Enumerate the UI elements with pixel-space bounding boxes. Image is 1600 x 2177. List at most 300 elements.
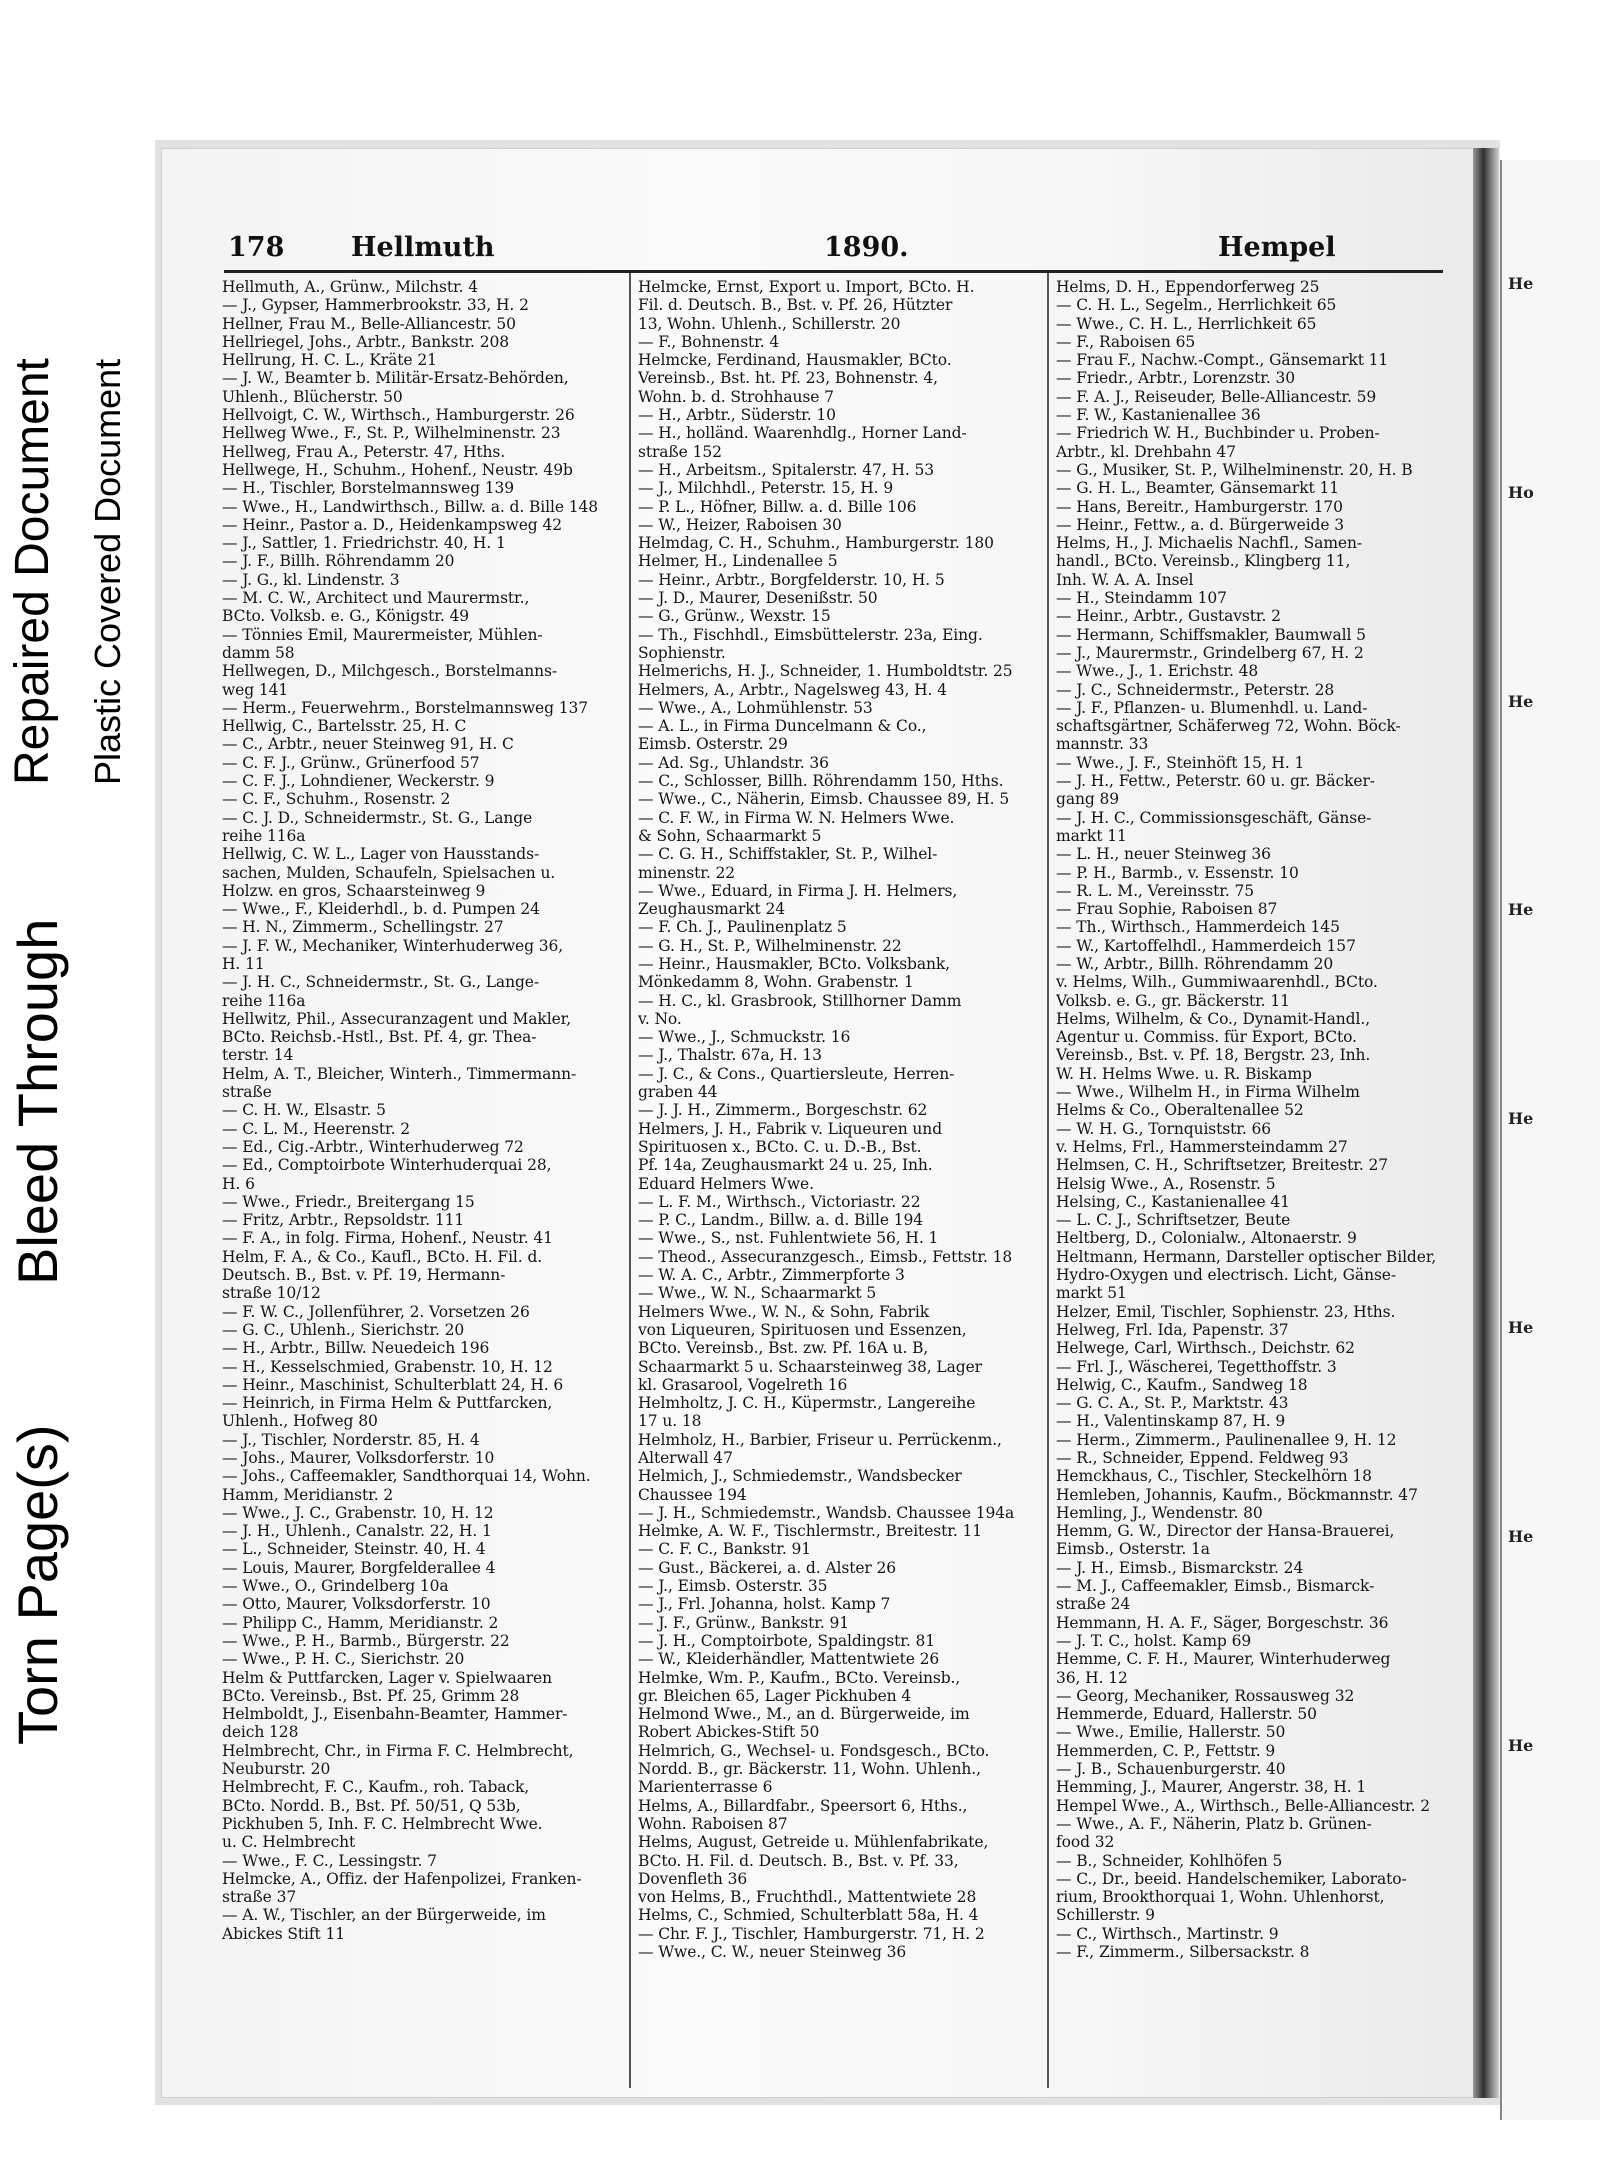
right-keyword: Hempel (1218, 232, 1336, 263)
directory-entry: Hellwegen, D., Milchgesch., Borstelmanns- (222, 662, 558, 681)
directory-entry: rium, Brookthorquai 1, Wohn. Uhlenhorst, (1056, 1888, 1385, 1907)
directory-entry: 17 u. 18 (638, 1412, 702, 1431)
directory-entry: — Gust., Bäckerei, a. d. Alster 26 (638, 1558, 897, 1577)
directory-entry: Agentur u. Commiss. für Export, BCto. (1056, 1028, 1357, 1047)
directory-entry: — Wwe., C., Näherin, Eimsb. Chaussee 89, H. 5 (638, 790, 1010, 809)
scanned-page (155, 140, 1500, 2105)
directory-entry: gang 89 (1056, 790, 1120, 809)
directory-entry: — W. H. G., Tornquiststr. 66 (1056, 1119, 1272, 1138)
directory-entry: Helwege, Carl, Wirthsch., Deichstr. 62 (1056, 1339, 1355, 1358)
directory-entry: gr. Bleichen 65, Lager Pickhuben 4 (638, 1686, 912, 1705)
directory-entry: — Frau F., Nachw.-Compt., Gänsemarkt 11 (1056, 351, 1389, 370)
directory-entry: Hemleben, Johannis, Kaufm., Böckmannstr. 47 (1056, 1485, 1418, 1504)
directory-entry: Hellweg Wwe., F., St. P., Wilhelminenstr. 23 (222, 424, 561, 443)
directory-entry: — Friedr., Arbtr., Lorenzstr. 30 (1056, 369, 1295, 388)
directory-entry: — Ed., Cig.-Arbtr., Winterhuderweg 72 (222, 1137, 524, 1156)
directory-entry: — P. L., Höfner, Billw. a. d. Bille 106 (638, 497, 917, 516)
directory-entry: Pf. 14a, Zeughausmarkt 24 u. 25, Inh. (638, 1156, 933, 1175)
page-number: 178 (228, 232, 285, 263)
directory-entry: — Th., Wirthsch., Hammerdeich 145 (1056, 918, 1340, 937)
directory-entry: Hemling, J., Wendenstr. 80 (1056, 1503, 1263, 1522)
directory-entry: Schillerstr. 9 (1056, 1906, 1155, 1925)
directory-entry: — Johs., Caffeemakler, Sandthorquai 14, Wohn. (222, 1467, 591, 1486)
directory-entry: — J., Milchhdl., Peterstr. 15, H. 9 (638, 479, 894, 498)
directory-entry: Nordd. B., gr. Bäckerstr. 11, Wohn. Uhlenh., (638, 1760, 981, 1779)
directory-entry: Hemmann, H. A. F., Säger, Borgeschstr. 36 (1056, 1613, 1389, 1632)
directory-entry: — F. A., in folg. Firma, Hohenf., Neustr. 41 (222, 1229, 553, 1248)
directory-entry: — Wwe., J., Schmuckstr. 16 (638, 1028, 851, 1047)
directory-entry: — Wwe., C. W., neuer Steinweg 36 (638, 1943, 907, 1962)
directory-entry: — Wwe., A., Lohmühlenstr. 53 (638, 698, 873, 717)
directory-entry: — C., Schlosser, Billh. Röhrendamm 150, Hths. (638, 772, 1004, 791)
directory-entry: — L. F. M., Wirthsch., Victoriastr. 22 (638, 1192, 921, 1211)
directory-entry: — Heinr., Fettw., a. d. Bürgerweide 3 (1056, 515, 1345, 534)
directory-entry: Pickhuben 5, Inh. F. C. Helmbrecht Wwe. (222, 1814, 543, 1833)
column-divider (1047, 273, 1049, 2088)
directory-entry: — Theod., Assecuranzgesch., Eimsb., Fettstr. 18 (638, 1247, 1013, 1266)
directory-entry: — L. H., neuer Steinweg 36 (1056, 845, 1271, 864)
directory-entry: — J., Frl. Johanna, holst. Kamp 7 (638, 1595, 891, 1614)
directory-entry: straße 24 (1056, 1595, 1131, 1614)
directory-entry: — Wwe., J. C., Grabenstr. 10, H. 12 (222, 1503, 494, 1522)
edge-fragment: He (1508, 274, 1534, 293)
page-paper (161, 148, 1499, 2098)
directory-entry: — F., Raboisen 65 (1056, 332, 1196, 351)
directory-entry: — P. H., Barmb., v. Essenstr. 10 (1056, 863, 1299, 882)
directory-entry: Hemming, J., Maurer, Angerstr. 38, H. 1 (1056, 1778, 1367, 1797)
directory-entry: — Heinr., Arbtr., Borgfelderstr. 10, H. 5 (638, 570, 945, 589)
directory-entry: — J. H., Schmiedemstr., Wandsb. Chaussee 194a (638, 1503, 1015, 1522)
directory-entry: Inh. W. A. A. Insel (1056, 570, 1194, 589)
directory-entry: — J., Gypser, Hammerbrookstr. 33, H. 2 (222, 296, 529, 315)
column-3 (1056, 278, 1451, 1961)
directory-entry: food 32 (1056, 1833, 1115, 1852)
directory-entry: H. 11 (222, 954, 265, 973)
directory-entry: Helmers, A., Arbtr., Nagelsweg 43, H. 4 (638, 680, 947, 699)
directory-entry: — Wwe., Emilie, Hallerstr. 50 (1056, 1723, 1286, 1742)
directory-entry: straße (222, 1083, 272, 1102)
directory-entry: — Th., Fischhdl., Eimsbüttelerstr. 23a, Eing. (638, 625, 983, 644)
directory-entry: handl., BCto. Vereinsb., Klingberg 11, (1056, 552, 1351, 571)
page-gutter (1473, 148, 1499, 2098)
directory-entry: — Heinr., Hausmakler, BCto. Volksbank, (638, 954, 951, 973)
directory-entry: Mönkedamm 8, Wohn. Grabenstr. 1 (638, 973, 914, 992)
directory-entry: — G. H., St. P., Wilhelminenstr. 22 (638, 936, 902, 955)
directory-entry: — W. A. C., Arbtr., Zimmerpforte 3 (638, 1266, 905, 1285)
directory-entry: Helmond Wwe., M., an d. Bürgerweide, im (638, 1705, 970, 1724)
page-header (206, 232, 1461, 268)
directory-entry: — C. F. J., Grünw., Grünerfood 57 (222, 753, 480, 772)
directory-entry: — C. J. D., Schneidermstr., St. G., Lange (222, 808, 533, 827)
directory-entry: Arbtr., kl. Drehbahn 47 (1056, 442, 1236, 461)
directory-entry: Hellwitz, Phil., Assecuranzagent und Makler, (222, 1009, 572, 1028)
directory-entry: Helms, D. H., Eppendorferweg 25 (1056, 278, 1320, 296)
directory-entry: von Helms, B., Fruchthdl., Mattentwiete 28 (638, 1888, 977, 1907)
directory-entry: — C. L. M., Heerenstr. 2 (222, 1119, 411, 1138)
directory-entry: — H., Arbtr., Süderstr. 10 (638, 406, 836, 425)
directory-entry: Helm, F. A., & Co., Kaufl., BCto. H. Fil. d. (222, 1247, 543, 1266)
edge-fragment: Ho (1508, 482, 1534, 502)
left-keyword: Hellmuth (351, 232, 495, 263)
directory-entry: v. Helms, Frl., Hammersteindamm 27 (1056, 1137, 1348, 1156)
directory-entry: reihe 116a (222, 991, 306, 1010)
directory-entry: — C. H. W., Elsastr. 5 (222, 1101, 386, 1120)
directory-entry: Helsing, C., Kastanienallee 41 (1056, 1192, 1290, 1211)
directory-entry: — Wwe., W. N., Schaarmarkt 5 (638, 1284, 877, 1303)
directory-entry: — Ed., Comptoirbote Winterhuderquai 28, (222, 1156, 552, 1175)
directory-entry: — Wwe., J., 1. Erichstr. 48 (1056, 662, 1259, 681)
directory-entry: Holzw. en gros, Schaarsteinweg 9 (222, 881, 486, 900)
directory-entry: — G., Musiker, St. P., Wilhelminenstr. 20, H. B (1056, 460, 1413, 479)
directory-entry: graben 44 (638, 1083, 718, 1102)
column-divider (629, 273, 631, 2088)
directory-entry: — Frl. J., Wäscherei, Tegetthoffstr. 3 (1056, 1357, 1337, 1376)
directory-entry: Uhlenh., Blücherstr. 50 (222, 387, 403, 406)
directory-entry: Vereinsb., Bst. v. Pf. 18, Bergstr. 23, Inh. (1056, 1046, 1371, 1065)
directory-entry: Zeughausmarkt 24 (638, 900, 786, 919)
directory-entry: Helm, A. T., Bleicher, Winterh., Timmermann- (222, 1064, 577, 1083)
directory-entry: — Johs., Maurer, Volksdorferstr. 10 (222, 1449, 495, 1467)
directory-entry: Dovenfleth 36 (638, 1869, 748, 1888)
directory-entry: von Liqueuren, Spirituosen und Essenzen, (638, 1320, 967, 1339)
directory-entry: — Hermann, Schiffsmakler, Baumwall 5 (1056, 625, 1366, 644)
label-bleed-through: Bleed Through (6, 918, 69, 1285)
directory-entry: Helwig, C., Kaufm., Sandweg 18 (1056, 1375, 1308, 1394)
directory-entry: Helm & Puttfarcken, Lager v. Spielwaaren (222, 1668, 553, 1687)
directory-entry: Helmcke, Ferdinand, Hausmakler, BCto. (638, 351, 952, 370)
directory-entry: — F., Zimmerm., Silbersackstr. 8 (1056, 1943, 1310, 1962)
edge-fragment: He (1508, 1526, 1534, 1546)
directory-entry: — Wwe., O., Grindelberg 10a (222, 1577, 449, 1596)
directory-entry: — C., Dr., beeid. Handelschemiker, Laborato- (1056, 1869, 1407, 1888)
directory-entry: kl. Grasarool, Vogelreth 16 (638, 1375, 848, 1394)
directory-entry: — J. T. C., holst. Kamp 69 (1056, 1631, 1252, 1650)
edge-fragment: He (1508, 1317, 1534, 1337)
directory-entry: — Wwe., H., Landwirthsch., Billw. a. d. Bille 148 (222, 497, 599, 516)
directory-entry: Hellwig, C. W. L., Lager von Hausstands- (222, 845, 540, 864)
directory-entry: straße 152 (638, 442, 722, 461)
directory-entry: — W., Kartoffelhdl., Hammerdeich 157 (1056, 936, 1356, 955)
directory-entry: Helmke, Wm. P., Kaufm., BCto. Vereinsb., (638, 1668, 961, 1687)
directory-entry: — Wwe., C. H. L., Herrlichkeit 65 (1056, 314, 1317, 333)
directory-entry: — Herm., Feuerwehrm., Borstelmannsweg 137 (222, 698, 589, 717)
directory-entry: — F., Bohnenstr. 4 (638, 332, 780, 351)
directory-entry: — Wwe., Friedr., Breitergang 15 (222, 1192, 475, 1211)
directory-entry: — Frau Sophie, Raboisen 87 (1056, 900, 1278, 919)
directory-entry: — J. F., Grünw., Bankstr. 91 (638, 1613, 850, 1632)
directory-entry: Helmers Wwe., W. N., & Sohn, Fabrik (638, 1302, 930, 1321)
directory-entry: Hempel Wwe., A., Wirthsch., Belle-Alliancestr. 2 (1056, 1796, 1430, 1815)
directory-entry: — Wwe., F. C., Lessingstr. 7 (222, 1851, 437, 1870)
directory-entry: — Herm., Zimmerm., Paulinenallee 9, H. 12 (1056, 1430, 1397, 1449)
directory-entry: u. C. Helmbrecht (222, 1833, 356, 1852)
directory-entry: 13, Wohn. Uhlenh., Schillerstr. 20 (638, 314, 901, 333)
directory-entry: Heltmann, Hermann, Darsteller optischer Bilder, (1056, 1247, 1437, 1266)
directory-entry: Hellriegel, Johs., Arbtr., Bankstr. 208 (222, 332, 509, 351)
directory-entry: — J. F., Pflanzen- u. Blumenhdl. u. Land- (1056, 698, 1368, 717)
condition-labels (0, 0, 140, 2177)
edge-fragment: He (1508, 900, 1534, 920)
label-torn-pages: Torn Page(s) (6, 1424, 69, 1745)
directory-entry: Helmich, J., Schmiedemstr., Wandsbecker (638, 1467, 962, 1486)
directory-entry: Chaussee 194 (638, 1485, 747, 1504)
directory-entry: Helmcke, A., Offiz. der Hafenpolizei, Franken- (222, 1869, 582, 1888)
directory-entry: 36, H. 12 (1056, 1668, 1128, 1687)
directory-entry: Hellweg, Frau A., Peterstr. 47, Hths. (222, 442, 506, 461)
directory-entry: — J. F., Billh. Röhrendamm 20 (222, 552, 455, 571)
directory-entry: Wohn. Raboisen 87 (638, 1814, 788, 1833)
directory-entry: Helms, Wilhelm, & Co., Dynamit-Handl., (1056, 1009, 1371, 1028)
column-1 (222, 278, 622, 1943)
label-repaired-document: Repaired Document (6, 358, 59, 785)
directory-entry: — J. C., Schneidermstr., Peterstr. 28 (1056, 680, 1335, 699)
directory-entry: Helmerichs, H. J., Schneider, 1. Humboldtstr. 25 (638, 662, 1013, 681)
directory-entry: — M. C. W., Architect und Maurermstr., (222, 589, 530, 608)
directory-entry: — J. G., kl. Lindenstr. 3 (222, 570, 400, 589)
directory-entry: — H., Steindamm 107 (1056, 589, 1227, 608)
directory-entry: — W., Heizer, Raboisen 30 (638, 515, 842, 534)
directory-entry: — J. W., Beamter b. Militär-Ersatz-Behörden, (222, 369, 569, 388)
directory-entry: — F. W., Kastanienallee 36 (1056, 406, 1261, 425)
directory-entry: — C. F. J., Lohndiener, Weckerstr. 9 (222, 772, 495, 791)
directory-entry: — J. H., Fettw., Peterstr. 60 u. gr. Bäcker- (1056, 772, 1375, 791)
directory-entry: Helmbrecht, F. C., Kaufm., roh. Taback, (222, 1778, 530, 1797)
directory-entry: — H. N., Zimmerm., Schellingstr. 27 (222, 918, 504, 937)
directory-entry: BCto. Vereinsb., Bst. Pf. 25, Grimm 28 (222, 1686, 520, 1705)
directory-entry: Helzer, Emil, Tischler, Sophienstr. 23, Hths. (1056, 1302, 1396, 1321)
directory-entry: — R. L. M., Vereinsstr. 75 (1056, 881, 1255, 900)
directory-entry: — H., Valentinskamp 87, H. 9 (1056, 1412, 1286, 1431)
directory-entry: Fil. d. Deutsch. B., Bst. v. Pf. 26, Hützter (638, 296, 953, 315)
directory-entry: — M. J., Caffeemakler, Eimsb., Bismarck- (1056, 1577, 1375, 1596)
directory-entry: Abickes Stift 11 (222, 1924, 346, 1943)
directory-entry: — Fritz, Arbtr., Repsoldstr. 111 (222, 1211, 465, 1230)
facing-page-edge (1500, 160, 1600, 2120)
directory-entry: Hemckhaus, C., Tischler, Steckelhörn 18 (1056, 1467, 1372, 1486)
directory-entry: — J. C., & Cons., Quartiersleute, Herren- (638, 1064, 955, 1083)
directory-entry: — Wwe., J. F., Steinhöft 15, H. 1 (1056, 753, 1305, 772)
directory-entry: — P. C., Landm., Billw. a. d. Bille 194 (638, 1211, 924, 1230)
directory-entry: — L. C. J., Schriftsetzer, Beute (1056, 1211, 1291, 1230)
directory-entry: — Wwe., A. F., Näherin, Platz b. Grünen- (1056, 1814, 1372, 1833)
directory-entry: — Otto, Maurer, Volksdorferstr. 10 (222, 1595, 491, 1614)
directory-entry: Helmbrecht, Chr., in Firma F. C. Helmbrecht, (222, 1741, 574, 1760)
directory-entry: Eduard Helmers Wwe. (638, 1174, 814, 1193)
directory-entry: — H., Tischler, Borstelmannsweg 139 (222, 479, 515, 498)
directory-entry: BCto. H. Fil. d. Deutsch. B., Bst. v. Pf. 33, (638, 1851, 959, 1870)
directory-entry: — J. H. C., Schneidermstr., St. G., Lange- (222, 973, 539, 992)
directory-entry: Wohn. b. d. Strohhause 7 (638, 387, 834, 406)
directory-entry: Helmrich, G., Wechsel- u. Fondsgesch., BCto. (638, 1741, 990, 1760)
facing-page-fragments (1508, 270, 1534, 1940)
directory-entry: — J. B., Schauenburgerstr. 40 (1056, 1760, 1286, 1779)
directory-entry: — J. H. C., Commissionsgeschäft, Gänse- (1056, 808, 1372, 827)
directory-entry: mannstr. 33 (1056, 735, 1149, 754)
directory-entry: Helweg, Frl. Ida, Papenstr. 37 (1056, 1320, 1289, 1339)
directory-entry: Eimsb., Osterstr. 1a (1056, 1540, 1210, 1559)
directory-entry: Alterwall 47 (638, 1449, 733, 1467)
directory-entry: Helmke, A. W. F., Tischlermstr., Breitestr. 11 (638, 1522, 983, 1541)
directory-entry: schaftsgärtner, Schäferweg 72, Wohn. Böck- (1056, 717, 1401, 736)
directory-entry: Helmholtz, J. C. H., Küpermstr., Langereihe (638, 1394, 976, 1413)
directory-entry: — Ad. Sg., Uhlandstr. 36 (638, 753, 829, 772)
directory-entry: — Louis, Maurer, Borgfelderallee 4 (222, 1558, 496, 1577)
header-rule (224, 270, 1443, 273)
directory-entry: Eimsb. Osterstr. 29 (638, 735, 788, 754)
directory-entry: Helms, H., J. Michaelis Nachfl., Samen- (1056, 534, 1363, 553)
directory-entry: Sophienstr. (638, 643, 726, 662)
directory-entry: H. 6 (222, 1174, 255, 1193)
directory-entry: — J., Eimsb. Osterstr. 35 (638, 1577, 828, 1596)
directory-entry: Helmholz, H., Barbier, Friseur u. Perrückenm., (638, 1430, 1002, 1449)
directory-entry: — Wwe., Wilhelm H., in Firma Wilhelm (1056, 1083, 1360, 1102)
directory-entry: & Sohn, Schaarmarkt 5 (638, 826, 822, 845)
directory-entry: Hellvoigt, C. W., Wirthsch., Hamburgerstr. 26 (222, 406, 575, 425)
directory-entry: Hellwig, C., Bartelsstr. 25, H. C (222, 717, 467, 736)
directory-entry: Helsig Wwe., A., Rosenstr. 5 (1056, 1174, 1276, 1193)
directory-entry: Hydro-Oxygen und electrisch. Licht, Gänse- (1056, 1266, 1397, 1285)
directory-entry: — A. L., in Firma Duncelmann & Co., (638, 717, 927, 736)
directory-entry: Hellmuth, A., Grünw., Milchstr. 4 (222, 278, 479, 296)
directory-entry: — Heinr., Pastor a. D., Heidenkampsweg 42 (222, 515, 562, 534)
directory-entry: BCto. Vereinsb., Bst. zw. Pf. 16A u. B, (638, 1339, 929, 1358)
directory-entry: — J. H., Uhlenh., Canalstr. 22, H. 1 (222, 1522, 492, 1541)
directory-entry: — W., Arbtr., Billh. Röhrendamm 20 (1056, 954, 1334, 973)
directory-entry: Hellrung, H. C. L., Kräte 21 (222, 351, 437, 370)
directory-entry: — J., Tischler, Norderstr. 85, H. 4 (222, 1430, 480, 1449)
directory-entry: — Wwe., Eduard, in Firma J. H. Helmers, (638, 881, 958, 900)
directory-entry: — Wwe., S., nst. Fuhlentwiete 56, H. 1 (638, 1229, 939, 1248)
directory-entry: weg 141 (222, 680, 289, 699)
directory-entry: v. No. (638, 1009, 682, 1028)
directory-entry: — F. Ch. J., Paulinenplatz 5 (638, 918, 847, 937)
directory-entry: Helms, C., Schmied, Schulterblatt 58a, H. 4 (638, 1906, 979, 1925)
directory-entry: Helmboldt, J., Eisenbahn-Beamter, Hammer- (222, 1705, 568, 1724)
edge-fragment: He (1508, 1109, 1534, 1129)
directory-entry: — Wwe., P. H., Barmb., Bürgerstr. 22 (222, 1631, 510, 1650)
directory-entry: — C. F. C., Bankstr. 91 (638, 1540, 812, 1559)
directory-entry: Heltberg, D., Colonialw., Altonaerstr. 9 (1056, 1229, 1357, 1248)
directory-entry: — J. H., Comptoirbote, Spaldingstr. 81 (638, 1631, 936, 1650)
directory-entry: — L., Schneider, Steinstr. 40, H. 4 (222, 1540, 486, 1559)
directory-entry: — J. H., Eimsb., Bismarckstr. 24 (1056, 1558, 1304, 1577)
directory-entry: Helms & Co., Oberaltenallee 52 (1056, 1101, 1304, 1120)
directory-entry: — Wwe., F., Kleiderhdl., b. d. Pumpen 24 (222, 900, 540, 919)
directory-entry: — G. H. L., Beamter, Gänsemarkt 11 (1056, 479, 1339, 498)
directory-entry: BCto. Volksb. e. G., Königstr. 49 (222, 607, 470, 626)
directory-entry: — C. F. W., in Firma W. N. Helmers Wwe. (638, 808, 955, 827)
directory-entry: minenstr. 22 (638, 863, 736, 882)
directory-entry: deich 128 (222, 1723, 299, 1742)
directory-entry: Hemm, G. W., Director der Hansa-Brauerei, (1056, 1522, 1395, 1541)
directory-entry: v. Helms, Wilh., Gummiwaarenhdl., BCto. (1056, 973, 1378, 992)
directory-entry: damm 58 (222, 643, 295, 662)
directory-entry: Helmdag, C. H., Schuhm., Hamburgerstr. 180 (638, 534, 994, 553)
directory-entry: Hemmerde, Eduard, Hallerstr. 50 (1056, 1705, 1317, 1724)
directory-entry: Robert Abickes-Stift 50 (638, 1723, 820, 1742)
directory-entry: Helmer, H., Lindenallee 5 (638, 552, 838, 571)
directory-entry: — R., Schneider, Eppend. Feldweg 93 (1056, 1449, 1349, 1467)
directory-entry: sachen, Mulden, Schaufeln, Spielsachen u. (222, 863, 556, 882)
directory-entry: — J., Sattler, 1. Friedrichstr. 40, H. 1 (222, 534, 506, 553)
directory-entry: W. H. Helms Wwe. u. R. Biskamp (1056, 1064, 1312, 1083)
directory-entry: — G. C., Uhlenh., Sierichstr. 20 (222, 1320, 465, 1339)
directory-entry: — Tönnies Emil, Maurermeister, Mühlen- (222, 625, 543, 644)
edge-fragment: He (1508, 1735, 1534, 1755)
directory-entry: — Philipp C., Hamm, Meridianstr. 2 (222, 1613, 499, 1632)
directory-entry: Uhlenh., Hofweg 80 (222, 1412, 378, 1431)
directory-entry: — C., Wirthsch., Martinstr. 9 (1056, 1924, 1279, 1943)
directory-entry: — Friedrich W. H., Buchbinder u. Proben- (1056, 424, 1380, 443)
directory-entry: Hellner, Frau M., Belle-Alliancestr. 50 (222, 314, 516, 333)
directory-entry: markt 11 (1056, 826, 1127, 845)
directory-entry: — J., Maurermstr., Grindelberg 67, H. 2 (1056, 643, 1364, 662)
directory-entry: Helmcke, Ernst, Export u. Import, BCto. H. (638, 278, 975, 296)
directory-entry: — G. C. A., St. P., Marktstr. 43 (1056, 1394, 1289, 1413)
directory-entry: — W., Kleiderhändler, Mattentwiete 26 (638, 1650, 940, 1669)
directory-entry: Helms, August, Getreide u. Mühlenfabrikate, (638, 1833, 989, 1852)
directory-entry: Neuburstr. 20 (222, 1760, 331, 1779)
directory-entry: BCto. Reichsb.-Hstl., Bst. Pf. 4, gr. Thea- (222, 1028, 537, 1047)
directory-entry: Helms, A., Billardfabr., Speersort 6, Hths., (638, 1796, 968, 1815)
directory-entry: — H., Arbtr., Billw. Neuedeich 196 (222, 1339, 490, 1358)
directory-entry: — C. H. L., Segelm., Herrlichkeit 65 (1056, 296, 1337, 315)
directory-entry: — F. W. C., Jollenführer, 2. Vorsetzen 26 (222, 1302, 530, 1321)
directory-entry: — C. G. H., Schiffstakler, St. P., Wilhel- (638, 845, 938, 864)
directory-entry: — C. F., Schuhm., Rosenstr. 2 (222, 790, 451, 809)
directory-entry: — J., Thalstr. 67a, H. 13 (638, 1046, 822, 1065)
directory-entry: — B., Schneider, Kohlhöfen 5 (1056, 1851, 1283, 1870)
column-2 (638, 278, 1038, 1961)
directory-entry: — Georg, Mechaniker, Rossausweg 32 (1056, 1686, 1355, 1705)
directory-entry: Deutsch. B., Bst. v. Pf. 19, Hermann- (222, 1266, 506, 1285)
directory-entry: — G., Grünw., Wexstr. 15 (638, 607, 831, 626)
directory-entry: markt 51 (1056, 1284, 1127, 1303)
directory-entry: — F. A. J., Reiseuder, Belle-Alliancestr. 59 (1056, 387, 1377, 406)
directory-entry: Volksb. e. G., gr. Bäckerstr. 11 (1056, 991, 1290, 1010)
directory-entry: reihe 116a (222, 826, 306, 845)
directory-entry: — J. J. H., Zimmerm., Borgeschstr. 62 (638, 1101, 928, 1120)
directory-entry: — Heinr., Maschinist, Schulterblatt 24, H. 6 (222, 1375, 564, 1394)
directory-entry: — Heinr., Arbtr., Gustavstr. 2 (1056, 607, 1281, 626)
directory-entry: Schaarmarkt 5 u. Schaarsteinweg 38, Lager (638, 1357, 982, 1376)
directory-entry: terstr. 14 (222, 1046, 294, 1065)
directory-entry: — H., Kesselschmied, Grabenstr. 10, H. 12 (222, 1357, 553, 1376)
directory-entry: Hellwege, H., Schuhm., Hohenf., Neustr. 49b (222, 460, 573, 479)
directory-entry: Helmsen, C. H., Schriftsetzer, Breitestr. 27 (1056, 1156, 1389, 1175)
directory-entry: Hemme, C. F. H., Maurer, Winterhuderweg (1056, 1650, 1391, 1669)
directory-entry: — J. F. W., Mechaniker, Winterhuderweg 36, (222, 936, 564, 955)
directory-entry: Spirituosen x., BCto. C. u. D.-B., Bst. (638, 1137, 922, 1156)
directory-entry: Vereinsb., Bst. ht. Pf. 23, Bohnenstr. 4, (638, 369, 938, 388)
directory-entry: — Heinrich, in Firma Helm & Puttfarcken, (222, 1394, 553, 1413)
directory-entry: — A. W., Tischler, an der Bürgerweide, im (222, 1906, 546, 1925)
label-plastic-covered-document: Plastic Covered Document (87, 358, 128, 785)
directory-entry: — J. D., Maurer, Desenißstr. 50 (638, 589, 878, 608)
directory-entry: — Hans, Bereitr., Hamburgerstr. 170 (1056, 497, 1343, 516)
directory-entry: straße 10/12 (222, 1284, 321, 1303)
directory-entry: Marienterrasse 6 (638, 1778, 773, 1797)
directory-entry: Helmers, J. H., Fabrik v. Liqueuren und (638, 1119, 943, 1138)
directory-entry: — H., Arbeitsm., Spitalerstr. 47, H. 53 (638, 460, 935, 479)
directory-entry: — H., holländ. Waarenhdlg., Horner Land- (638, 424, 967, 443)
directory-entry: Hamm, Meridianstr. 2 (222, 1485, 394, 1504)
directory-entry: Hemmerden, C. P., Fettstr. 9 (1056, 1741, 1276, 1760)
directory-entry: — H. C., kl. Grasbrook, Stillhorner Damm (638, 991, 962, 1010)
directory-entry: straße 37 (222, 1888, 297, 1907)
edge-fragment: He (1508, 691, 1534, 711)
directory-entry: — Wwe., P. H. C., Sierichstr. 20 (222, 1650, 465, 1669)
